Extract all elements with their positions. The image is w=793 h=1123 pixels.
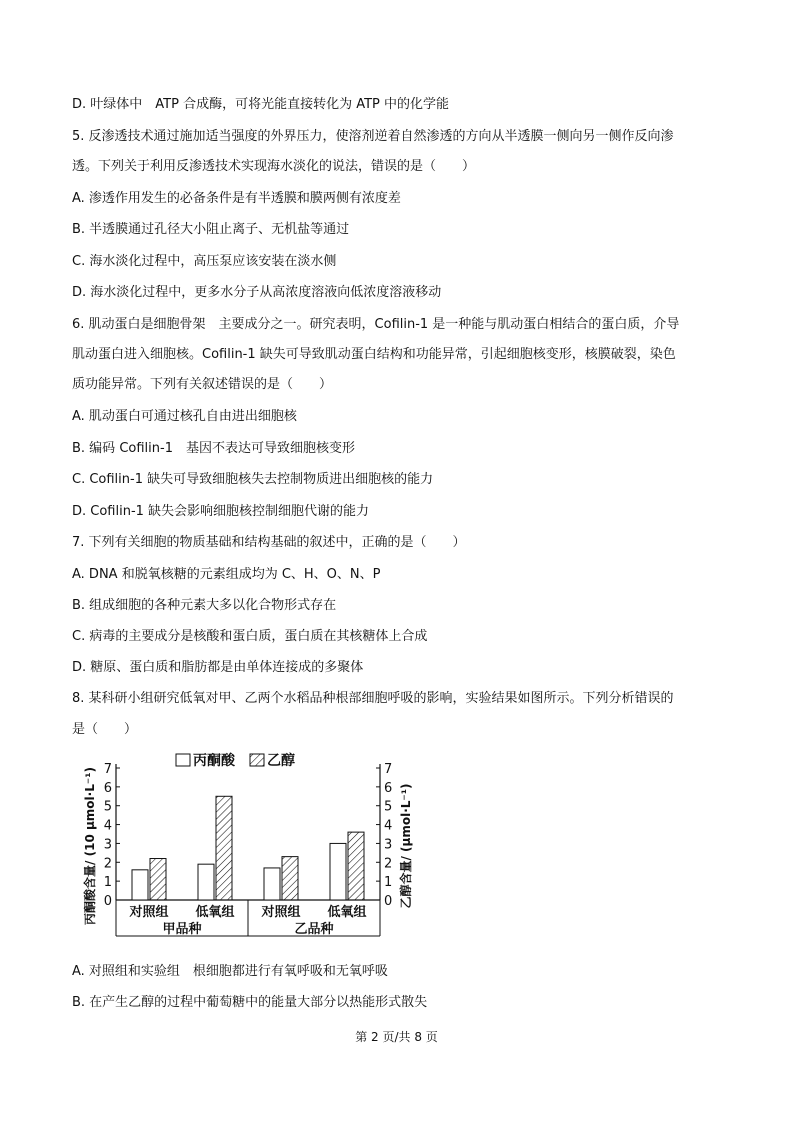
y-tick-label-left: 4 [103,818,112,834]
y-axis-label-right: 乙醇含量/ (μmol·L⁻¹) [399,783,413,909]
y-tick-label-right: 5 [384,799,393,815]
bar-chart [80,750,420,950]
text-line: A. 对照组和实验组 根细胞都进行有氧呼吸和无氧呼吸 [72,964,388,979]
category-label: 对照组 [261,905,301,920]
text-line: C. 病毒的主要成分是核酸和蛋白质，蛋白质在其核糖体上合成 [72,629,428,644]
legend-label-pyruvate: 丙酮酸 [193,753,235,769]
y-tick-label-right: 3 [384,837,393,853]
bar-ethanol [282,857,298,900]
group-label: 甲品种 [162,922,202,937]
category-label: 对照组 [129,905,169,920]
text-line: 是（ ） [72,722,138,737]
y-tick-label-right: 4 [384,818,393,834]
page-footer: 第 2 页/共 8 页 [355,1030,438,1044]
legend-swatch-ethanol [250,754,264,766]
y-tick-label-left: 1 [103,875,112,891]
bar-pyruvate [330,843,346,900]
bar-ethanol [150,859,166,900]
y-axis-label-left: 丙酮酸含量/ (10 μmol·L⁻¹) [83,767,97,925]
y-tick-label-left: 7 [103,762,112,777]
text-line: C. 海水淡化过程中，高压泵应该安装在淡水侧 [72,254,337,269]
category-label: 低氧组 [327,905,367,920]
y-tick-label-right: 6 [384,780,393,796]
legend-label-ethanol: 乙醇 [267,753,295,769]
bar-pyruvate [132,870,148,900]
group-label: 乙品种 [294,922,334,937]
text-line: 肌动蛋白进入细胞核。Cofilin-1 缺失可导致肌动蛋白结构和功能异常，引起细胞核变形，核膜破裂，染色 [72,347,676,362]
bar-pyruvate [264,868,280,900]
y-tick-label-left: 5 [103,799,112,815]
text-line: B. 编码 Cofilin-1 基因不表达可导致细胞核变形 [72,441,355,456]
y-tick-label-left: 0 [103,894,112,909]
y-tick-label-right: 7 [384,762,393,777]
text-line: 5. 反渗透技术通过施加适当强度的外界压力，使溶剂逆着自然渗透的方向从半透膜一侧向另一侧作反向渗 [72,129,674,144]
y-tick-label-left: 6 [103,780,112,796]
bar-pyruvate [198,864,214,900]
text-line: D. 糖原、蛋白质和脂肪都是由单体连接成的多聚体 [72,660,364,675]
text-line: C. Cofilin-1 缺失可导致细胞核失去控制物质进出细胞核的能力 [72,472,434,487]
y-tick-label-left: 2 [103,856,112,872]
text-line: A. 渗透作用发生的必备条件是有半透膜和膜两侧有浓度差 [72,191,401,206]
text-line: 8. 某科研小组研究低氧对甲、乙两个水稻品种根部细胞呼吸的影响，实验结果如图所示。下列分析错误的 [72,691,674,706]
bar-ethanol [348,832,364,900]
text-line: A. 肌动蛋白可通过核孔自由进出细胞核 [72,409,297,424]
text-line: 6. 肌动蛋白是细胞骨架 主要成分之一。研究表明，Cofilin-1 是一种能与肌动蛋白相结合的蛋白质，介导 [72,317,680,332]
category-label: 低氧组 [195,905,235,920]
text-line: 7. 下列有关细胞的物质基础和结构基础的叙述中，正确的是（ ） [72,535,466,550]
y-tick-label-left: 3 [103,837,112,853]
legend-swatch-pyruvate [176,754,190,766]
text-line: A. DNA 和脱氧核糖的元素组成均为 C、H、O、N、P [72,567,381,582]
text-line: B. 组成细胞的各种元素大多以化合物形式存在 [72,598,337,613]
bar-ethanol [216,796,232,900]
text-line: 透。下列关于利用反渗透技术实现海水淡化的说法，错误的是（ ） [72,159,476,174]
text-line: D. 叶绿体中 ATP 合成酶，可将光能直接转化为 ATP 中的化学能 [72,97,450,112]
y-tick-label-right: 1 [384,875,393,891]
y-tick-label-right: 2 [384,856,393,872]
text-line: B. 在产生乙醇的过程中葡萄糖中的能量大部分以热能形式散失 [72,995,428,1010]
text-line: D. Cofilin-1 缺失会影响细胞核控制细胞代谢的能力 [72,504,370,519]
y-tick-label-right: 0 [384,894,393,909]
text-line: 质功能异常。下列有关叙述错误的是（ ） [72,377,333,392]
text-line: D. 海水淡化过程中，更多水分子从高浓度溶液向低浓度溶液移动 [72,285,442,300]
text-line: B. 半透膜通过孔径大小阻止离子、无机盐等通过 [72,222,350,237]
